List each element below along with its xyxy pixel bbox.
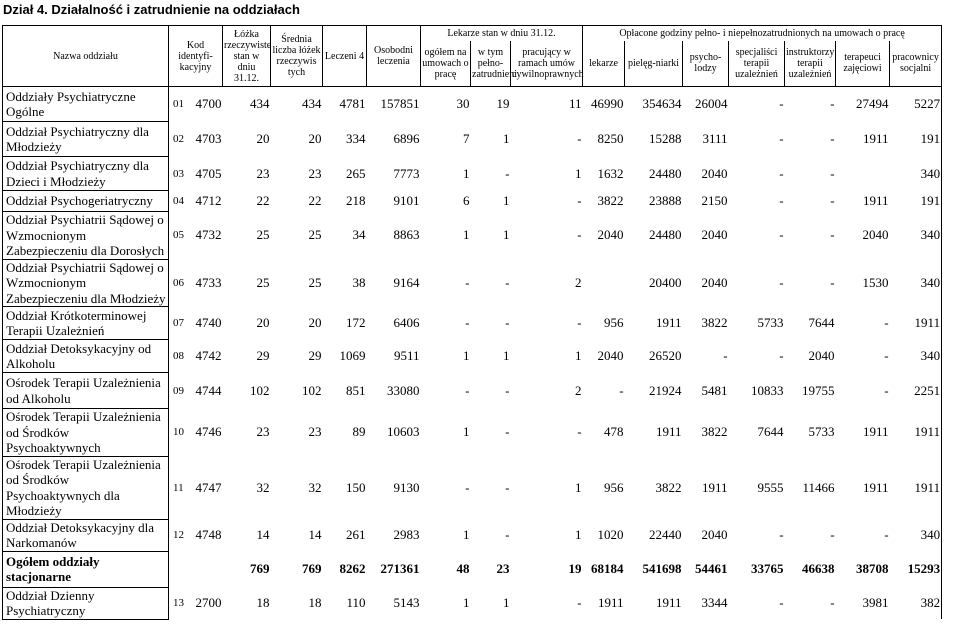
row-name: Ośrodek Terapii Uzależnienia od Alkoholu [3,373,169,409]
table-cell: 2 [575,382,582,398]
table-cell: 340 [890,212,942,260]
row-number [169,551,193,587]
table-cell: - [619,382,624,398]
table-row [3,212,959,260]
table-cell: 4742 [195,348,222,363]
row-name: Oddział Psychiatrii Sądowej o Wzmocnionym Zabezpieczeniu dla Młodzieży [3,259,169,307]
table-cell: - [884,348,889,363]
table-cell: - [577,315,582,330]
table-cell: 5227 [890,87,942,122]
table-cell: 2700 [195,595,222,610]
table-cell: 1911 [656,424,682,440]
table-cell: 1911 [890,409,942,457]
table-cell: 3344 [701,595,728,610]
table-cell: 8863 [393,227,420,243]
table-cell: 20400 [649,274,682,290]
table-cell: - [830,96,835,112]
table-cell: - [779,595,784,610]
table-cell: 191 [890,191,942,212]
table-cell: - [779,193,784,208]
table-cell: 32 [256,479,270,495]
table-cell: 265 [346,165,366,181]
table-cell: 11 [569,96,582,112]
table-cell: 102 [302,382,322,398]
row-number: 13 [173,597,184,609]
table-cell: 2040 [808,348,835,363]
table-cell: 1911 [863,424,889,440]
header-ogolem: ogółem na umowach o pracę [421,41,471,87]
table-cell: 8250 [597,131,624,146]
table-cell: 4732 [195,227,222,243]
table-row [3,157,959,191]
table-cell: 4747 [195,479,222,495]
table-cell: - [505,527,510,542]
table-cell: 4712 [195,193,222,208]
table-cell: - [779,348,784,363]
row-name: Oddziały Psychiatryczne Ogólne [3,87,169,122]
row-name: Oddział Psychogeriatryczny [3,191,169,212]
table-cell: 34 [352,227,366,243]
table-cell: 25 [308,274,322,290]
row-name: Ośrodek Terapii Uzależnienia od Środków Psychoaktywnych [3,409,169,457]
table-cell: 1069 [339,348,366,363]
table-cell: 9555 [757,479,784,495]
table-cell: 541698 [642,561,682,576]
table-row [3,409,959,457]
table-cell: 18 [308,595,322,610]
table-cell: 2040 [701,227,728,243]
table-cell: 340 [890,340,942,373]
table-cell: 1911 [656,315,682,330]
table-cell: 26520 [649,348,682,363]
table-cell: 1 [463,527,470,542]
table-cell: 22440 [649,527,682,542]
table-cell: - [505,165,510,181]
table-cell: 1 [463,348,470,363]
header-lekarze-group: Lekarze stan w dniu 31.12. [421,26,583,41]
table-cell: 32 [308,479,322,495]
table-cell: 340 [890,259,942,307]
table-cell: 354634 [642,96,682,112]
table-cell: 5143 [393,595,420,610]
table-cell: 3822 [597,193,624,208]
table-cell: 5733 [808,424,835,440]
table-cell: 23 [496,561,510,576]
table-cell: 1 [503,348,510,363]
table-cell: 54461 [695,561,728,576]
table-row [3,307,959,340]
table-cell: 1 [503,595,510,610]
table-cell: 157851 [380,96,420,112]
table-cell: - [884,382,889,398]
table-cell: 1530 [862,274,889,290]
table-cell: 110 [346,595,366,610]
header-lozka: Łóżka rzeczywiste stan w dniu 31.12. [223,26,271,87]
table-cell: - [830,131,835,146]
row-number: 05 [173,229,184,242]
table-cell: 172 [346,315,366,330]
table-cell: 38 [352,274,366,290]
table-cell: - [465,382,470,398]
table-cell: 25 [308,227,322,243]
table-cell: 1911 [890,456,942,519]
table-cell: - [577,595,582,610]
table-cell: 15293 [890,551,942,587]
table-cell: 2150 [701,193,728,208]
table-cell: 4744 [195,382,222,398]
table-cell: 434 [250,96,270,112]
header-pielegniarki: pielęg-niarki [625,41,683,87]
table-cell: 22 [256,193,270,208]
table-cell: 4705 [195,165,222,181]
table-cell: 10833 [751,382,784,398]
table-cell: 340 [890,157,942,191]
table-row [3,122,959,157]
table-cell: - [465,479,470,495]
table-cell: 1911 [863,131,889,146]
row-number: 04 [173,195,184,207]
header-pracujacy: pracujący w ramach umów cywilnoprawnych [511,41,583,87]
table-cell: 1 [503,193,510,208]
table-cell: - [884,315,889,330]
row-number: 08 [173,350,184,362]
table-row [3,340,959,373]
table-cell: 3111 [702,131,728,146]
table-cell: 23 [308,165,322,181]
row-number: 07 [173,317,184,329]
table-cell: - [779,165,784,181]
table-row [3,587,959,619]
table-cell: 7644 [757,424,784,440]
table-cell: 20 [256,131,270,146]
row-number: 03 [173,167,184,180]
header-name: Nazwa oddziału [3,26,169,87]
row-name: Oddział Psychiatryczny dla Dzieci i Młodzieży [3,157,169,191]
table-cell: 8262 [339,561,366,576]
table-cell: 9164 [393,274,420,290]
table-cell: - [577,131,582,146]
table-cell: 4733 [195,274,222,290]
table-cell: 1 [575,165,582,181]
table-cell: 7 [463,131,470,146]
table-cell: 89 [352,424,366,440]
table-cell: 33765 [751,561,784,576]
page-title: Dział 4. Działalność i zatrudnienie na oddziałach [3,2,300,17]
table-cell: 769 [250,561,270,576]
table-cell: 1 [575,479,582,495]
table-cell: 7773 [393,165,420,181]
row-name: Oddział Dzienny Psychiatryczny [3,587,169,619]
table-cell: 19 [568,561,582,576]
header-pracownicy: pracownicy socjalni [890,41,942,87]
table-cell: 25 [256,274,270,290]
table-cell: 2040 [597,348,624,363]
row-number: 12 [173,529,184,541]
table-cell: 1911 [863,193,889,208]
table-cell: 15288 [649,131,682,146]
table-cell: 4748 [195,527,222,542]
table-cell: 5481 [701,382,728,398]
table-cell: - [779,274,784,290]
table-cell: - [465,274,470,290]
header-srednia: Średnia liczba łóżek rzeczywis tych [271,26,323,87]
table-cell: 1911 [598,595,624,610]
table-cell: 6896 [393,131,420,146]
table-cell: 25 [256,227,270,243]
table-cell: 334 [346,131,366,146]
table-cell: 68184 [591,561,624,576]
table-cell: - [505,479,510,495]
table-row [3,519,959,551]
table-cell: - [830,165,835,181]
header-psycholodzy: psycho-lodzy [683,41,729,87]
table-cell: 24480 [649,165,682,181]
table-cell: 10603 [387,424,420,440]
row-name: Oddział Detoksykacyjny od Alkoholu [3,340,169,373]
table-cell: 1911 [702,479,728,495]
table-cell: - [779,96,784,112]
table-cell: 24480 [649,227,682,243]
row-number: 02 [173,133,184,145]
header-osobodni: Osobodni leczenia [367,26,421,87]
table-cell: 191 [890,122,942,157]
header-wtym: w tym pełno-zatrudnieni [471,41,511,87]
table-cell: - [884,527,889,542]
table-cell: 11466 [802,479,835,495]
table-cell: 1632 [597,165,624,181]
table-cell: 9511 [393,348,420,363]
table-cell: 1 [463,595,470,610]
table-cell: 19 [496,96,510,112]
table-cell: 3822 [655,479,682,495]
table-cell: 1 [463,227,470,243]
table-cell: 2040 [701,527,728,542]
table-cell: - [830,595,835,610]
header-kod: Kod identyfi-kacyjny [169,26,223,87]
table-cell: 4700 [195,96,222,112]
table-cell: 102 [250,382,270,398]
table-cell: 27494 [856,96,889,112]
table-cell: 1020 [597,527,624,542]
table-cell: 30 [456,96,470,112]
table-cell: 4740 [195,315,222,330]
table-cell: - [779,527,784,542]
table-cell: 2 [575,274,582,290]
table-cell: 20 [256,315,270,330]
table-cell: 23 [256,424,270,440]
table-cell: - [577,227,582,243]
table-cell: 46990 [591,96,624,112]
table-cell: 6406 [393,315,420,330]
table-cell: 23 [256,165,270,181]
table-row [3,373,959,409]
table-cell: 9101 [393,193,420,208]
table-row [3,87,959,122]
table-cell: 382 [890,587,942,619]
table-cell: 4781 [339,96,366,112]
table-cell: 23 [308,424,322,440]
table-row [3,551,959,587]
table-body [3,87,959,620]
table-cell: 5733 [757,315,784,330]
table-cell: 1 [503,131,510,146]
table-cell: - [505,274,510,290]
table-cell: - [779,131,784,146]
table-cell: 1911 [656,595,682,610]
table-cell: 14 [308,527,322,542]
table-cell: - [505,382,510,398]
row-number: 11 [173,481,184,494]
row-name: Oddział Psychiatryczny dla Młodzieży [3,122,169,157]
table-cell: 23888 [649,193,682,208]
table-cell: 26004 [695,96,728,112]
table-cell: 33080 [387,382,420,398]
header-terapeuci: terapeuci zajęciowi [836,41,890,87]
activity-table [2,25,959,620]
row-number: 09 [173,384,184,397]
header-leczeni: Leczeni 4 [323,26,367,87]
table-cell: 18 [256,595,270,610]
table-cell: 29 [256,348,270,363]
table-cell: 4746 [195,424,222,440]
table-cell: - [577,424,582,440]
table-cell: 46638 [802,561,835,576]
header-instruktorzy: instruktorzy terapii uzależnień [785,41,836,87]
table-cell: 19755 [802,382,835,398]
table-cell: - [505,424,510,440]
table-cell: 956 [604,479,624,495]
row-number: 01 [173,98,184,111]
table-row [3,456,959,519]
row-name: Ośrodek Terapii Uzależnienia od Środków Psychoaktywnych dla Młodzieży [3,456,169,519]
table-cell: 9130 [393,479,420,495]
table-cell: - [577,193,582,208]
row-number: 06 [173,276,184,289]
table-cell: 1911 [890,307,942,340]
table-cell [583,259,625,307]
table-cell: - [830,274,835,290]
table-cell: 956 [604,315,624,330]
row-number: 10 [173,426,184,439]
table-cell: 20 [308,131,322,146]
table-cell: 2040 [701,274,728,290]
table-row [3,191,959,212]
table-cell: 38708 [856,561,889,576]
row-name: Oddział Krótkoterminowej Terapii Uzależnień [3,307,169,340]
table-cell: 769 [302,561,322,576]
table-cell: 2040 [862,227,889,243]
table-cell: - [830,227,835,243]
row-name: Ogółem oddziały stacjonarne [3,551,169,587]
table-cell: 271361 [380,561,420,576]
table-cell: 1 [463,424,470,440]
table-cell: 1 [575,348,582,363]
header-godziny-group: Opłacone godziny pełno- i niepełnozatrudnionych na umowach o pracę [583,26,942,41]
table-cell: - [830,193,835,208]
row-name: Oddział Detoksykacyjny dla Narkomanów [3,519,169,551]
table-cell: 1 [575,527,582,542]
table-cell: - [505,315,510,330]
table-cell: 3981 [862,595,889,610]
table-cell: 218 [346,193,366,208]
table-cell: 2040 [597,227,624,243]
row-name: Oddział Psychiatrii Sądowej o Wzmocnionym Zabezpieczeniu dla Dorosłych [3,212,169,260]
table-cell: 1911 [863,479,889,495]
header-lekarze: lekarze [583,41,625,87]
table-cell [836,157,890,191]
table-cell: 1 [503,227,510,243]
table-cell: 4703 [195,131,222,146]
table-cell: 48 [456,561,470,576]
table-cell: - [830,527,835,542]
table-cell: 3822 [701,424,728,440]
table-row [3,259,959,307]
table-cell: 2251 [890,373,942,409]
table-cell: 20 [308,315,322,330]
table-cell: - [723,348,728,363]
table-cell: 434 [302,96,322,112]
table-cell: 340 [890,519,942,551]
table-cell: 29 [308,348,322,363]
table-cell: 7644 [808,315,835,330]
table-cell: 150 [346,479,366,495]
table-cell: 14 [256,527,270,542]
table-cell: - [779,227,784,243]
table-cell: 2983 [393,527,420,542]
table-cell: 21924 [649,382,682,398]
table-cell: 261 [346,527,366,542]
table-cell: 1 [463,165,470,181]
table-cell: 3822 [701,315,728,330]
table-cell: 851 [346,382,366,398]
table-cell: 6 [463,193,470,208]
table-cell [193,551,223,587]
header-specjalisci: specjaliści terapii uzależnień [729,41,785,87]
table-cell: 22 [308,193,322,208]
table-cell: 478 [604,424,624,440]
table-cell: - [465,315,470,330]
table-cell: 2040 [701,165,728,181]
